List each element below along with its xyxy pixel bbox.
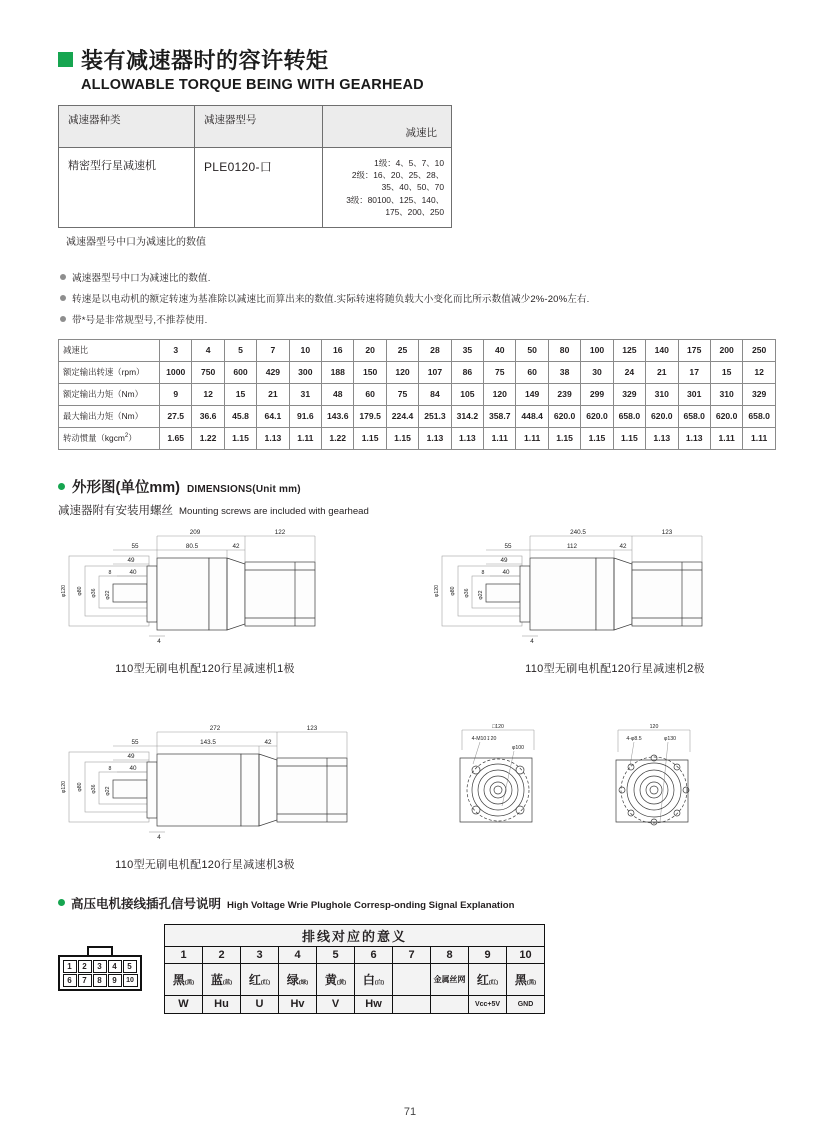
dim-dia-d: φ22 <box>105 786 111 796</box>
inertia-label-suffix: ） <box>128 433 137 444</box>
bullet-dot-green-icon <box>58 483 65 490</box>
row-label-rated-speed: 额定输出转速（rpm） <box>59 361 160 383</box>
list-item <box>60 291 820 305</box>
dim-dia-a: φ120 <box>434 584 440 597</box>
cell: 1.15 <box>354 427 386 449</box>
dim-d4: 49 <box>127 556 135 564</box>
row-label-max-torque: 最大输出力矩（Nm） <box>59 405 160 427</box>
dimensions-subnote <box>58 502 820 518</box>
ratio-line: 1级：4、5、7、10 <box>374 158 444 168</box>
signal-name: W <box>165 995 203 1013</box>
row-label-inertia <box>59 427 160 449</box>
cell: 5 <box>224 339 256 361</box>
cell: 1.11 <box>710 427 742 449</box>
dim-d3: 42 <box>232 542 240 550</box>
subnote-chinese: 减速器附有安装用螺丝 <box>58 504 173 517</box>
pin-cell: 2 <box>78 960 92 973</box>
dim-motor: 123 <box>306 724 318 732</box>
pin-number: 6 <box>355 946 393 963</box>
pin-number: 10 <box>507 946 545 963</box>
end-view-motor <box>594 722 724 832</box>
wire-color-text: 黄 <box>324 972 337 987</box>
cell: 1.13 <box>678 427 710 449</box>
pin-cell: 6 <box>63 974 77 987</box>
connector-row-top <box>62 959 138 973</box>
cell: 24 <box>613 361 645 383</box>
signal-name: Hw <box>355 995 393 1013</box>
page-title <box>58 44 820 75</box>
connector-latch-icon <box>87 946 113 955</box>
cell: 91.6 <box>289 405 321 427</box>
cell: 301 <box>678 383 710 405</box>
cell: 620.0 <box>646 405 678 427</box>
cell: 1.65 <box>160 427 192 449</box>
cell: 1.15 <box>613 427 645 449</box>
title-english: ALLOWABLE TORQUE BEING WITH GEARHEAD <box>81 77 424 93</box>
cell: 658.0 <box>678 405 710 427</box>
signal-mapping-table <box>164 924 545 1014</box>
cell: 1.13 <box>451 427 483 449</box>
dim-d1: 55 <box>131 738 139 746</box>
wire-color <box>165 963 203 995</box>
ratio-line: 35、40、50、70 <box>381 182 444 193</box>
drawing-caption: 110型无刷电机配120行星减速机3极 <box>115 858 295 871</box>
wire-color <box>393 963 431 995</box>
wire-color: 金属丝网 <box>431 963 469 995</box>
dim-motor: 122 <box>274 528 286 536</box>
wire-color-sub: (蓝) <box>222 979 233 986</box>
cell: 100 <box>581 339 613 361</box>
pin-cell: 4 <box>108 960 122 973</box>
signal-table-title: 排线对应的意义 <box>165 924 545 946</box>
wire-color <box>203 963 241 995</box>
dim-total: 272 <box>209 724 221 732</box>
pin-number: 1 <box>165 946 203 963</box>
cell: 1.13 <box>646 427 678 449</box>
cell: 10 <box>289 339 321 361</box>
wire-color-text: 黑 <box>514 972 527 987</box>
dim-d3: 42 <box>264 738 272 746</box>
pin-number: 5 <box>317 946 355 963</box>
cell: 310 <box>710 383 742 405</box>
endview-square-label: 120 <box>649 723 659 730</box>
cell: 15 <box>224 383 256 405</box>
cell: 75 <box>484 361 516 383</box>
cell: 1.15 <box>548 427 580 449</box>
signal-name <box>393 995 431 1013</box>
cell: 40 <box>484 339 516 361</box>
dim-dia-a: φ120 <box>61 780 67 793</box>
dim-dia-b: φ80 <box>450 586 456 596</box>
cell: 620.0 <box>581 405 613 427</box>
table-row-ratio <box>59 339 776 361</box>
signal-heading <box>58 894 820 912</box>
cell: 17 <box>678 361 710 383</box>
cell: 188 <box>322 361 354 383</box>
dim-d2: 80.5 <box>185 542 199 550</box>
dim-d4: 49 <box>500 556 508 564</box>
list-item <box>60 270 820 284</box>
cell: 224.4 <box>386 405 418 427</box>
dim-motor: 123 <box>661 528 673 536</box>
cell: 1.13 <box>419 427 451 449</box>
cell: 36.6 <box>192 405 224 427</box>
signal-table-title-row <box>165 924 545 946</box>
cell: 310 <box>646 383 678 405</box>
dim-dia-d: φ22 <box>105 590 111 600</box>
cell: 75 <box>386 383 418 405</box>
dim-dia-b: φ80 <box>77 782 83 792</box>
dim-dia-c: φ36 <box>91 784 97 794</box>
table-row-rated-torque <box>59 383 776 405</box>
row-label-rated-torque: 额定输出力矩（Nm） <box>59 383 160 405</box>
cell: 38 <box>548 361 580 383</box>
bullet-dot-icon <box>60 295 66 301</box>
cell: 329 <box>743 383 776 405</box>
cell: 1.15 <box>581 427 613 449</box>
cell: 658.0 <box>743 405 776 427</box>
cell: 620.0 <box>548 405 580 427</box>
pin-number: 9 <box>469 946 507 963</box>
note-text: 减速器型号中口为减速比的数值. <box>72 272 211 284</box>
page-number: 71 <box>403 1106 417 1118</box>
dim-d7: 4 <box>157 637 161 645</box>
cell: 30 <box>581 361 613 383</box>
wire-color <box>241 963 279 995</box>
wire-color-sub: (白) <box>374 979 385 986</box>
cell: 12 <box>743 361 776 383</box>
endview-bolt-label: 4-M10↧20 <box>471 735 497 742</box>
cell: 25 <box>386 339 418 361</box>
signal-name: Hu <box>203 995 241 1013</box>
endview-square-label: □120 <box>492 723 504 730</box>
cell: 120 <box>484 383 516 405</box>
dim-d7: 4 <box>530 637 534 645</box>
dim-d1: 55 <box>504 542 512 550</box>
cell: 1000 <box>160 361 192 383</box>
ratio-line: 3级：80100、125、140、 <box>346 194 444 205</box>
cell: 60 <box>516 361 548 383</box>
cell: 658.0 <box>613 405 645 427</box>
drawing-caption: 110型无刷电机配120行星减速机1极 <box>115 662 295 675</box>
dimensions-heading-chinese: 外形图(单位mm) <box>72 479 180 496</box>
cell: 31 <box>289 383 321 405</box>
cell: 48 <box>322 383 354 405</box>
cell: 21 <box>257 383 289 405</box>
ratio-line: 175、200、250 <box>385 206 444 217</box>
cell: 250 <box>743 339 776 361</box>
table-row-max-torque <box>59 405 776 427</box>
signal-section <box>58 924 820 1014</box>
dim-d1: 55 <box>131 542 139 550</box>
signal-heading-chinese: 高压电机接线插孔信号说明 <box>71 896 222 911</box>
notes-list <box>60 270 820 326</box>
pin-number: 7 <box>393 946 431 963</box>
dim-d6: 8 <box>108 765 112 772</box>
cell: 251.3 <box>419 405 451 427</box>
dim-d3: 42 <box>619 542 627 550</box>
header-type: 减速器种类 <box>59 106 195 148</box>
cell: 200 <box>710 339 742 361</box>
bullet-dot-green-icon <box>58 899 65 906</box>
wire-color <box>469 963 507 995</box>
row-label-ratio: 减速比 <box>59 339 160 361</box>
bullet-dot-icon <box>60 316 66 322</box>
wire-color <box>507 963 545 995</box>
square-marker-icon <box>58 52 73 67</box>
cell: 448.4 <box>516 405 548 427</box>
cell: 20 <box>354 339 386 361</box>
cell: 4 <box>192 339 224 361</box>
pin-cell: 1 <box>63 960 77 973</box>
drawing-3pole <box>0 722 410 872</box>
cell: 175 <box>678 339 710 361</box>
cell: 7 <box>257 339 289 361</box>
gearhead-spec-table <box>58 105 452 228</box>
dim-dia-c: φ36 <box>91 588 97 598</box>
drawing-2pole <box>410 526 820 676</box>
dim-d5: 40 <box>129 764 137 772</box>
cell: 120 <box>386 361 418 383</box>
pin-number: 4 <box>279 946 317 963</box>
dim-d5: 40 <box>502 568 510 576</box>
dim-dia-c: φ36 <box>464 588 470 598</box>
wire-color-text: 蓝 <box>210 972 223 987</box>
dim-total: 209 <box>189 528 201 536</box>
dim-d4: 49 <box>127 752 135 760</box>
connector-diagram <box>58 946 142 991</box>
dim-d2: 112 <box>566 542 578 550</box>
cell: 84 <box>419 383 451 405</box>
wire-color <box>317 963 355 995</box>
header-ratio: 减速比 <box>323 106 452 148</box>
endview-circle-label: φ100 <box>511 744 525 751</box>
pin-cell: 7 <box>78 974 92 987</box>
wire-color-sub: (黑) <box>526 979 537 986</box>
signal-name: GND <box>507 995 545 1013</box>
cell: 239 <box>548 383 580 405</box>
pin-number: 2 <box>203 946 241 963</box>
cell: 45.8 <box>224 405 256 427</box>
datasheet-page <box>0 44 820 1148</box>
cell: 50 <box>516 339 548 361</box>
dim-d6: 8 <box>108 569 112 576</box>
cell: 12 <box>192 383 224 405</box>
drawings-row-2 <box>0 722 820 872</box>
spec-table-note: 减速器型号中口为减速比的数值 <box>66 236 206 248</box>
end-view-gearhead <box>438 722 568 832</box>
cell: 27.5 <box>160 405 192 427</box>
signal-name: V <box>317 995 355 1013</box>
cell: 300 <box>289 361 321 383</box>
cell: 149 <box>516 383 548 405</box>
cell: 1.11 <box>516 427 548 449</box>
cell: 358.7 <box>484 405 516 427</box>
cell: 105 <box>451 383 483 405</box>
cell: 9 <box>160 383 192 405</box>
signal-name: Hv <box>279 995 317 1013</box>
endview-circle-label: φ130 <box>663 735 677 742</box>
dim-total: 240.5 <box>570 528 586 536</box>
wire-color-text: 黑 <box>172 972 185 987</box>
cell: 1.13 <box>257 427 289 449</box>
table-row-inertia <box>59 427 776 449</box>
title-chinese: 装有减速器时的容许转矩 <box>81 48 329 73</box>
drawing-caption: 110型无刷电机配120行星减速机2极 <box>525 662 705 675</box>
cell: 620.0 <box>710 405 742 427</box>
wire-color <box>355 963 393 995</box>
pin-cell: 10 <box>123 974 138 987</box>
cell: 329 <box>613 383 645 405</box>
pin-cell: 9 <box>108 974 122 987</box>
end-view-group <box>410 722 820 872</box>
signal-name <box>431 995 469 1013</box>
cell: 299 <box>581 383 613 405</box>
cell-ratios <box>323 148 452 228</box>
cell: 3 <box>160 339 192 361</box>
signal-name: U <box>241 995 279 1013</box>
wire-color-text: 绿 <box>286 972 299 987</box>
cell: 140 <box>646 339 678 361</box>
drawing-1pole <box>0 526 410 676</box>
dim-d7: 4 <box>157 833 161 841</box>
cell: 314.2 <box>451 405 483 427</box>
cell: 600 <box>224 361 256 383</box>
wire-color-sub: (黑) <box>184 979 195 986</box>
cell: 80 <box>548 339 580 361</box>
cell: 1.15 <box>224 427 256 449</box>
wire-color-sub: (红) <box>488 979 499 986</box>
cell: 1.22 <box>322 427 354 449</box>
cell: 15 <box>710 361 742 383</box>
cell: 143.6 <box>322 405 354 427</box>
dim-dia-a: φ120 <box>61 584 67 597</box>
cell: 179.5 <box>354 405 386 427</box>
cell: 1.11 <box>484 427 516 449</box>
connector-row-bottom <box>62 973 138 987</box>
bullet-dot-icon <box>60 274 66 280</box>
pin-number: 8 <box>431 946 469 963</box>
wire-color-sub: (红) <box>260 979 271 986</box>
wire-color-sub: (绿) <box>298 979 309 986</box>
signal-name: Vcc+5V <box>469 995 507 1013</box>
signal-heading-english: High Voltage Wrie Plughole Corresp-onding Signal Explanation <box>227 899 515 911</box>
header-model: 减速器型号 <box>195 106 323 148</box>
dim-dia-d: φ22 <box>478 590 484 600</box>
dim-dia-b: φ80 <box>77 586 83 596</box>
dim-d6: 8 <box>481 569 485 576</box>
dim-d5: 40 <box>129 568 137 576</box>
cell: 16 <box>322 339 354 361</box>
pin-number: 3 <box>241 946 279 963</box>
wire-color-text: 红 <box>248 972 261 987</box>
performance-data-table <box>58 339 776 450</box>
cell: 86 <box>451 361 483 383</box>
pin-cell: 3 <box>93 960 107 973</box>
drawings-row-1 <box>0 526 820 676</box>
endview-bolt-label: 4-φ8.5 <box>626 735 642 742</box>
dimensions-heading-english: DIMENSIONS(Unit mm) <box>186 483 301 495</box>
cell: 28 <box>419 339 451 361</box>
note-text: 转速是以电动机的额定转速为基准除以减速比而算出来的数值.实际转速将随负载大小变化而比所示数值减少2%-20%左右. <box>72 293 590 305</box>
cell: 125 <box>613 339 645 361</box>
wire-color <box>279 963 317 995</box>
signal-table-color-row <box>165 963 545 995</box>
list-item <box>60 312 820 326</box>
signal-table-signal-row <box>165 995 545 1013</box>
cell: 429 <box>257 361 289 383</box>
connector-body <box>58 955 142 991</box>
cell: 150 <box>354 361 386 383</box>
note-text: 带*号是非常规型号,不推荐使用. <box>72 314 208 326</box>
subnote-english: Mounting screws are included with gearhead <box>179 505 369 517</box>
cell: 107 <box>419 361 451 383</box>
cell: 64.1 <box>257 405 289 427</box>
table-header-row <box>59 106 452 148</box>
dim-d2: 143.5 <box>200 738 216 746</box>
cell: 1.11 <box>289 427 321 449</box>
cell: 60 <box>354 383 386 405</box>
cell-type: 精密型行星减速机 <box>59 148 195 228</box>
table-row <box>59 148 452 228</box>
wire-color-text: 红 <box>476 972 489 987</box>
cell-model: PLE0120-口 <box>195 148 323 228</box>
wire-color-sub: (黄) <box>336 979 347 986</box>
cell: 35 <box>451 339 483 361</box>
inertia-superscript: 2 <box>124 433 129 440</box>
wire-color-text: 白 <box>362 972 375 987</box>
cell: 750 <box>192 361 224 383</box>
cell: 21 <box>646 361 678 383</box>
dimensions-heading <box>58 476 820 497</box>
pin-cell: 8 <box>93 974 107 987</box>
cell: 1.22 <box>192 427 224 449</box>
table-row-rated-speed <box>59 361 776 383</box>
pin-cell: 5 <box>123 960 137 973</box>
signal-table-number-row <box>165 946 545 963</box>
cell: 1.15 <box>386 427 418 449</box>
ratio-line: 2级：16、20、25、28、 <box>351 170 444 181</box>
inertia-label-text: 转动惯量（kgcm <box>63 433 125 444</box>
cell: 1.11 <box>743 427 776 449</box>
